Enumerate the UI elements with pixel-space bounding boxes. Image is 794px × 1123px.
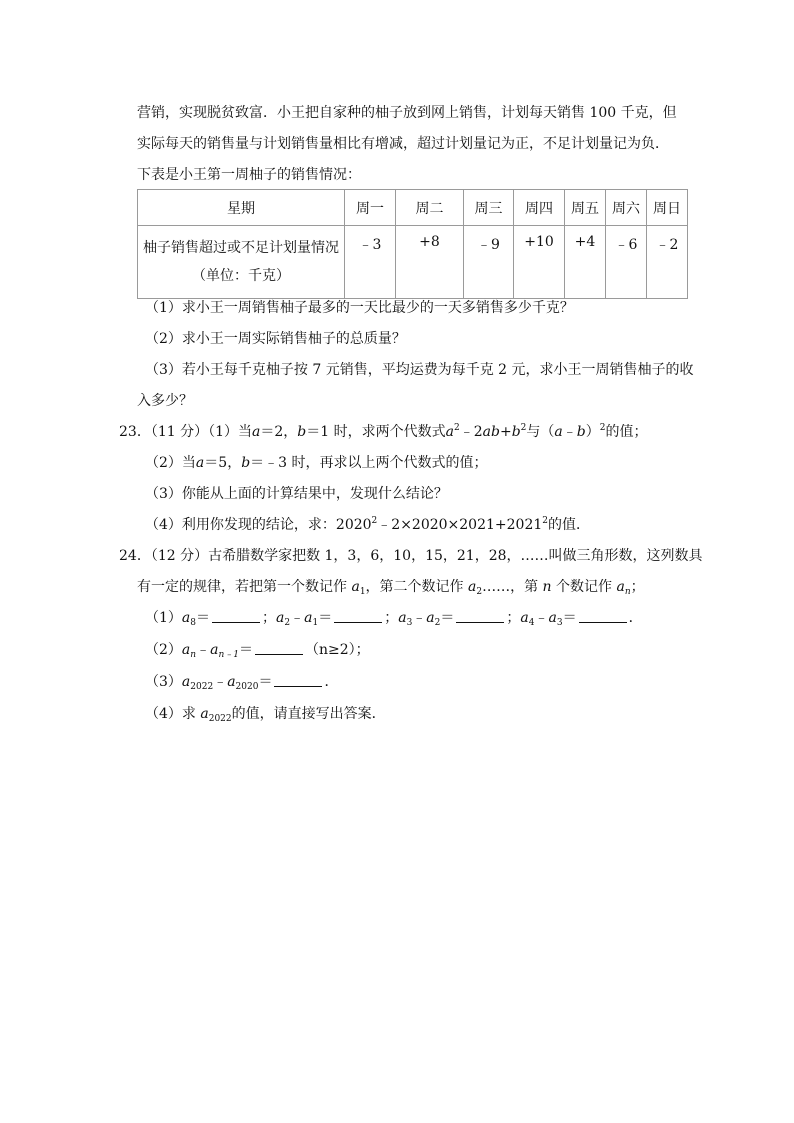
exponent: 2 xyxy=(542,516,549,526)
q24-text: ； xyxy=(384,610,399,626)
q24-text: ； xyxy=(506,610,521,626)
var-a: a xyxy=(482,424,491,440)
table-day-2: 周二 xyxy=(396,190,464,226)
subscript: 1 xyxy=(359,587,366,597)
q23-line-1 xyxy=(119,422,647,442)
var-b: b xyxy=(241,455,251,471)
var-b: b xyxy=(511,424,521,440)
table-value-5: +4 xyxy=(565,226,606,299)
q23-text: ＝2， xyxy=(260,424,298,440)
table-header-row xyxy=(138,190,688,226)
answer-blank[interactable] xyxy=(579,610,627,623)
exponent: 2 xyxy=(520,423,527,433)
subscript: 2020 xyxy=(235,682,259,692)
table-value-4: +10 xyxy=(514,226,565,299)
q24-part-2 xyxy=(145,640,370,660)
subscript-n: n xyxy=(624,587,631,597)
answer-blank[interactable] xyxy=(274,674,322,687)
table-row xyxy=(138,226,688,299)
q23-text: （4）利用你发现的结论，求：2020 xyxy=(145,517,372,533)
q23-text: ﹣2 xyxy=(459,424,483,440)
q24-text: ﹣ xyxy=(534,610,549,626)
q23-part-4 xyxy=(145,515,590,535)
q24-text: ……，第 xyxy=(482,579,539,595)
q24-text: ； xyxy=(630,579,645,595)
var-n: n xyxy=(542,579,552,595)
var-b: b xyxy=(297,424,307,440)
q24-line-1: 24．（12 分）古希腊数学家把数 1，3，6，10，15，21，28，……叫做三角形数，这列数具 xyxy=(119,548,703,564)
subscript: 2 xyxy=(284,618,291,628)
var-a: a xyxy=(351,579,360,595)
intro-line-2: 实际每天的销售量与计划销售量相比有增减，超过计划量记为正，不足计划量记为负． xyxy=(137,136,669,152)
q22-part-1: （1）求小王一周销售柚子最多的一天比最少的一天多销售多少千克？ xyxy=(145,300,574,316)
subscript: 4 xyxy=(528,618,535,628)
var-a: a xyxy=(426,610,435,626)
q24-text: 有一定的规律，若把第一个数记作 xyxy=(137,579,347,595)
var-a: a xyxy=(398,610,407,626)
var-a: a xyxy=(210,642,219,658)
q22-part-2: （2）求小王一周实际销售柚子的总质量？ xyxy=(145,331,406,347)
subscript: 2 xyxy=(476,587,483,597)
sales-table xyxy=(137,189,688,299)
var-a: a xyxy=(227,674,236,690)
table-day-4: 周四 xyxy=(514,190,565,226)
subscript: 2022 xyxy=(190,682,214,692)
subscript-n: n xyxy=(190,650,197,660)
q24-text: ﹣ xyxy=(412,610,427,626)
subscript: 8 xyxy=(190,618,197,628)
subscript: 3 xyxy=(406,618,413,628)
var-a: a xyxy=(276,610,285,626)
var-a: a xyxy=(445,424,454,440)
answer-blank[interactable] xyxy=(255,642,303,655)
q23-text: + xyxy=(499,424,512,440)
q23-text: ＝1 时，求两个代数式 xyxy=(306,424,446,440)
table-header-label: 星期 xyxy=(138,190,345,226)
var-a: a xyxy=(548,610,557,626)
row-label-unit: （单位：千克） xyxy=(192,268,290,284)
q24-line-2 xyxy=(137,577,645,597)
intro-line-1: 营销，实现脱贫致富．小王把自家种的柚子放到网上销售，计划每天销售 100 千克，但 xyxy=(137,105,677,121)
q23-text: ） xyxy=(585,424,600,440)
q23-number: 23．（11 分）（1）当 xyxy=(119,424,252,440)
q23-text: ﹣2×2020×2021+2021 xyxy=(377,517,543,533)
q24-text: ﹣ xyxy=(213,674,228,690)
q24-text: ＝ xyxy=(562,610,577,626)
table-day-7: 周日 xyxy=(647,190,688,226)
answer-blank[interactable] xyxy=(334,610,382,623)
q24-part-4 xyxy=(145,704,386,724)
q24-text: 的值，请直接写出答案． xyxy=(231,706,386,722)
table-day-1: 周一 xyxy=(345,190,396,226)
exponent: 2 xyxy=(453,423,460,433)
subscript: 1 xyxy=(312,618,319,628)
subscript: 3 xyxy=(556,618,563,628)
q23-text: 与（ xyxy=(526,424,555,440)
q24-text: （n≥2）； xyxy=(304,642,370,658)
q24-text: ＝ xyxy=(238,642,253,658)
q24-text: ＝ xyxy=(318,610,333,626)
table-value-7: ﹣2 xyxy=(647,226,688,299)
var-a: a xyxy=(200,706,209,722)
q24-text: ﹣ xyxy=(290,610,305,626)
q23-part-2 xyxy=(145,453,488,473)
var-a: a xyxy=(181,674,191,690)
q23-text: 的值． xyxy=(548,517,591,533)
q23-text: 的值； xyxy=(605,424,648,440)
exponent: 2 xyxy=(599,423,606,433)
var-b: b xyxy=(576,424,586,440)
q24-text: ＝ xyxy=(258,674,273,690)
var-a: a xyxy=(181,610,191,626)
answer-blank[interactable] xyxy=(456,610,504,623)
q24-text: ； xyxy=(262,610,277,626)
q24-text: 个数记作 xyxy=(556,579,613,595)
q24-text: ﹣ xyxy=(196,642,211,658)
intro-line-3: 下表是小王第一周柚子的销售情况： xyxy=(137,167,361,183)
var-b: b xyxy=(490,424,500,440)
var-a: a xyxy=(554,424,563,440)
var-a: a xyxy=(468,579,477,595)
subscript: 2 xyxy=(434,618,441,628)
table-value-2: +8 xyxy=(396,226,464,299)
q24-text: ． xyxy=(628,610,643,626)
table-value-3: ﹣9 xyxy=(464,226,514,299)
row-label-main: 柚子销售超过或不足计划量情况 xyxy=(143,240,339,256)
table-row-label xyxy=(138,226,345,299)
answer-blank[interactable] xyxy=(212,610,260,623)
var-a: a xyxy=(181,642,191,658)
table-day-6: 周六 xyxy=(606,190,647,226)
var-a: a xyxy=(520,610,529,626)
table-day-3: 周三 xyxy=(464,190,514,226)
q23-part-3: （3）你能从上面的计算结果中，发现什么结论？ xyxy=(145,486,448,502)
q23-text: （2）当 xyxy=(145,455,196,471)
q24-text: （4）求 xyxy=(145,706,196,722)
q24-part-3 xyxy=(145,672,338,692)
var-a: a xyxy=(195,455,205,471)
var-a: a xyxy=(616,579,625,595)
q24-text: ＝ xyxy=(440,610,455,626)
q24-text: ，第二个数记作 xyxy=(365,579,464,595)
q24-text: ＝ xyxy=(196,610,211,626)
exponent: 2 xyxy=(371,516,378,526)
table-value-6: ﹣6 xyxy=(606,226,647,299)
q24-text: （3） xyxy=(145,674,182,690)
q24-part-1 xyxy=(145,608,643,628)
q23-text: ＝5， xyxy=(204,455,242,471)
table-day-5: 周五 xyxy=(565,190,606,226)
var-a: a xyxy=(252,424,261,440)
q23-text: ﹣ xyxy=(562,424,577,440)
subscript-n-minus-1: n﹣1 xyxy=(218,650,239,660)
q22-part-3b: 入多少？ xyxy=(137,393,193,409)
subscript: 2022 xyxy=(208,714,232,724)
q24-text: ． xyxy=(324,674,339,690)
table-value-1: ﹣3 xyxy=(345,226,396,299)
q24-text: （2） xyxy=(145,642,182,658)
var-a: a xyxy=(304,610,313,626)
q24-text: （1） xyxy=(145,610,182,626)
q22-part-3a: （3）若小王每千克柚子按 7 元销售，平均运费为每千克 2 元，求小王一周销售柚子的收 xyxy=(145,362,694,378)
q23-text: ＝﹣3 时，再求以上两个代数式的值； xyxy=(250,455,488,471)
